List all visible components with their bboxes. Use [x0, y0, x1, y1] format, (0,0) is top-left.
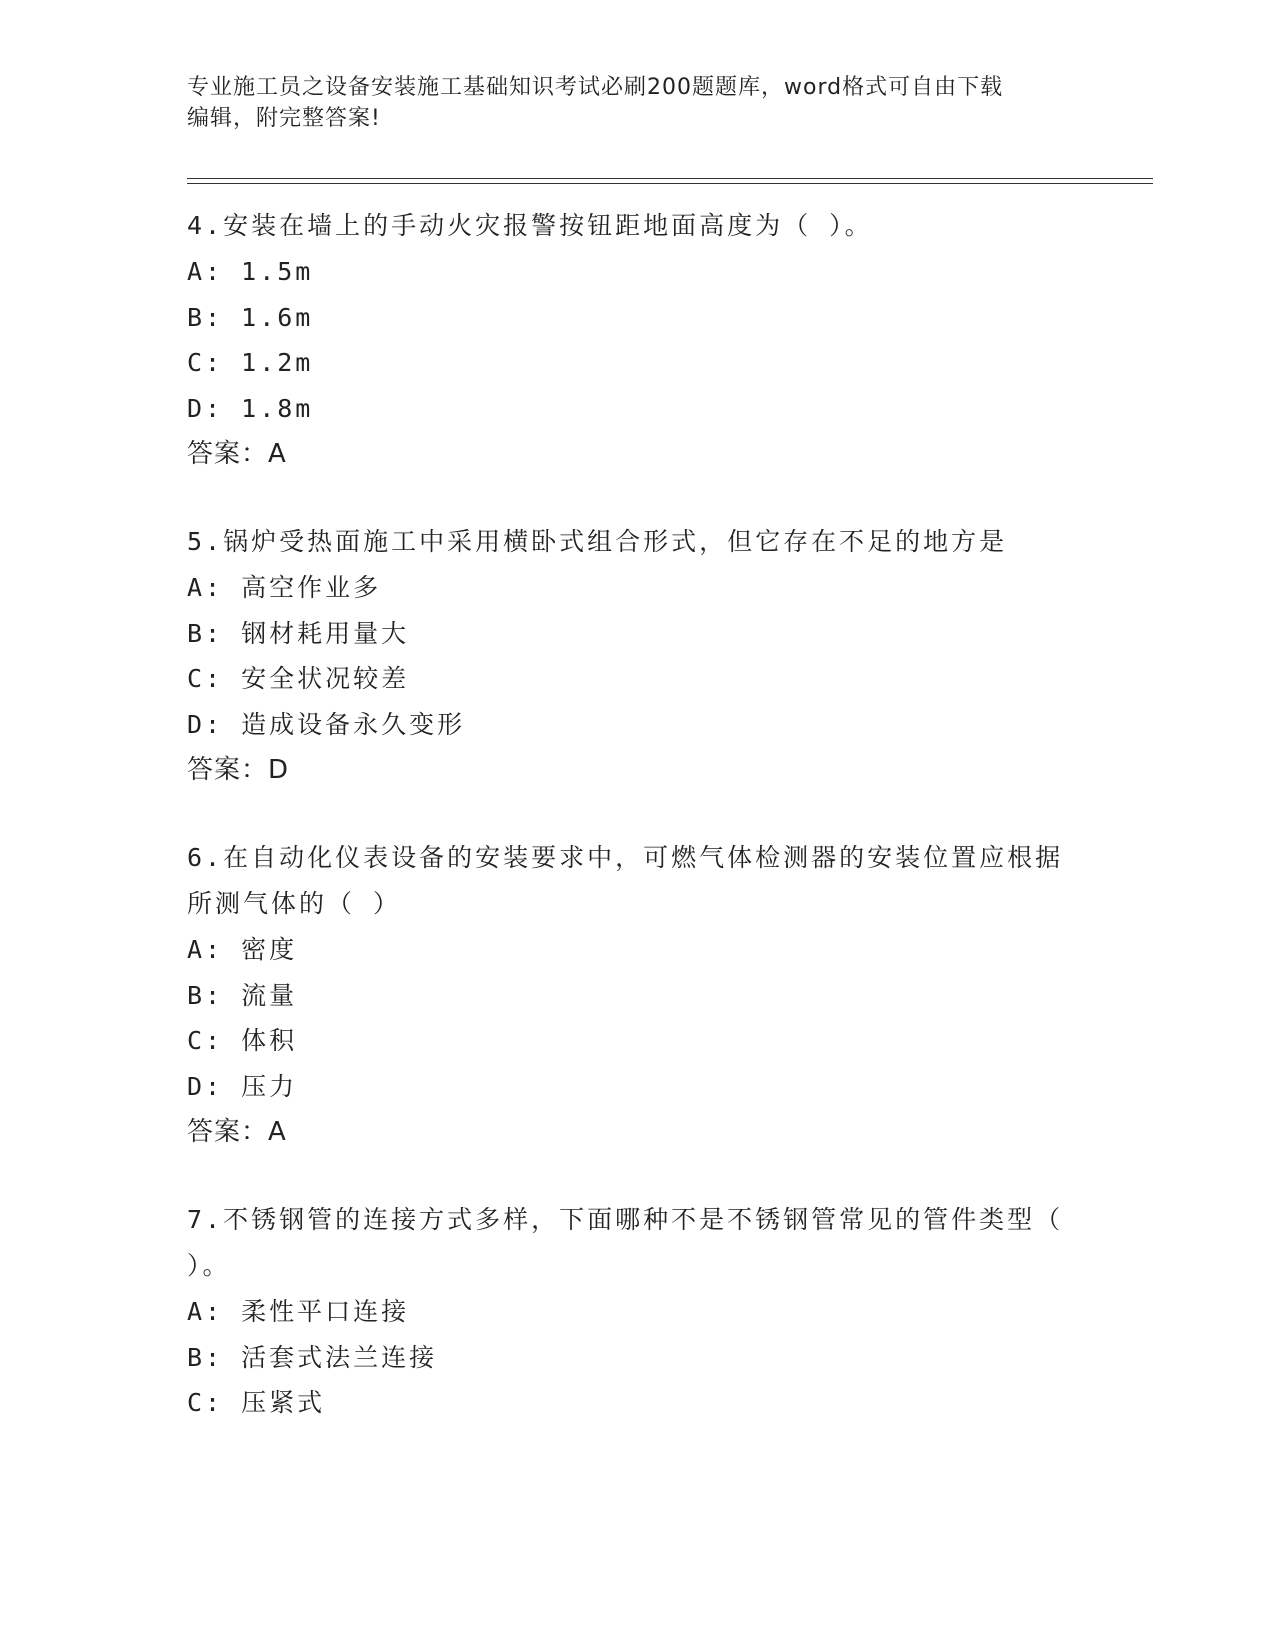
question-7	[187, 1197, 1067, 1426]
option-d: D: 压力	[187, 1071, 298, 1101]
question-6	[187, 835, 1067, 1155]
question-5	[187, 519, 1067, 793]
question-text: 5.锅炉受热面施工中采用横卧式组合形式，但它存在不足的地方是	[187, 527, 1008, 556]
option-a: A: 高空作业多	[187, 573, 382, 602]
answer-text: 答案：D	[187, 755, 290, 785]
option-b: B: 钢材耗用量大	[187, 618, 410, 648]
option-d: D: 造成设备永久变形	[187, 709, 466, 739]
header-title-line-1: 专业施工员之设备安装施工基础知识考试必刷200题题库，word格式可自由下载	[187, 75, 1004, 100]
option-d: D: 1.8m	[187, 393, 314, 423]
question-list	[187, 203, 1067, 1468]
answer-text: 答案：A	[187, 1117, 287, 1147]
document-header	[187, 72, 1087, 134]
header-title-line-2: 编辑，附完整答案!	[187, 106, 381, 131]
question-text: 6.在自动化仪表设备的安装要求中，可燃气体检测器的安装位置应根据所测气体的（ ）	[187, 843, 1064, 918]
option-b: B: 活套式法兰连接	[187, 1342, 438, 1372]
option-a: A: 柔性平口连接	[187, 1297, 410, 1326]
header-divider-bottom	[187, 183, 1153, 184]
option-c: C: 压紧式	[187, 1388, 326, 1417]
option-c: C: 安全状况较差	[187, 664, 410, 693]
answer-text: 答案：A	[187, 439, 287, 469]
question-text: 7.不锈钢管的连接方式多样，下面哪种不是不锈钢管常见的管件类型（ ）。	[187, 1205, 1064, 1280]
option-a: A: 1.5m	[187, 257, 314, 286]
question-4	[187, 203, 1067, 477]
option-a: A: 密度	[187, 935, 298, 964]
question-text: 4.安装在墙上的手动火灾报警按钮距地面高度为（ ）。	[187, 211, 873, 240]
header-divider-top	[187, 178, 1153, 179]
option-c: C: 体积	[187, 1026, 298, 1055]
option-c: C: 1.2m	[187, 348, 314, 377]
option-b: B: 1.6m	[187, 302, 314, 332]
option-b: B: 流量	[187, 980, 298, 1010]
